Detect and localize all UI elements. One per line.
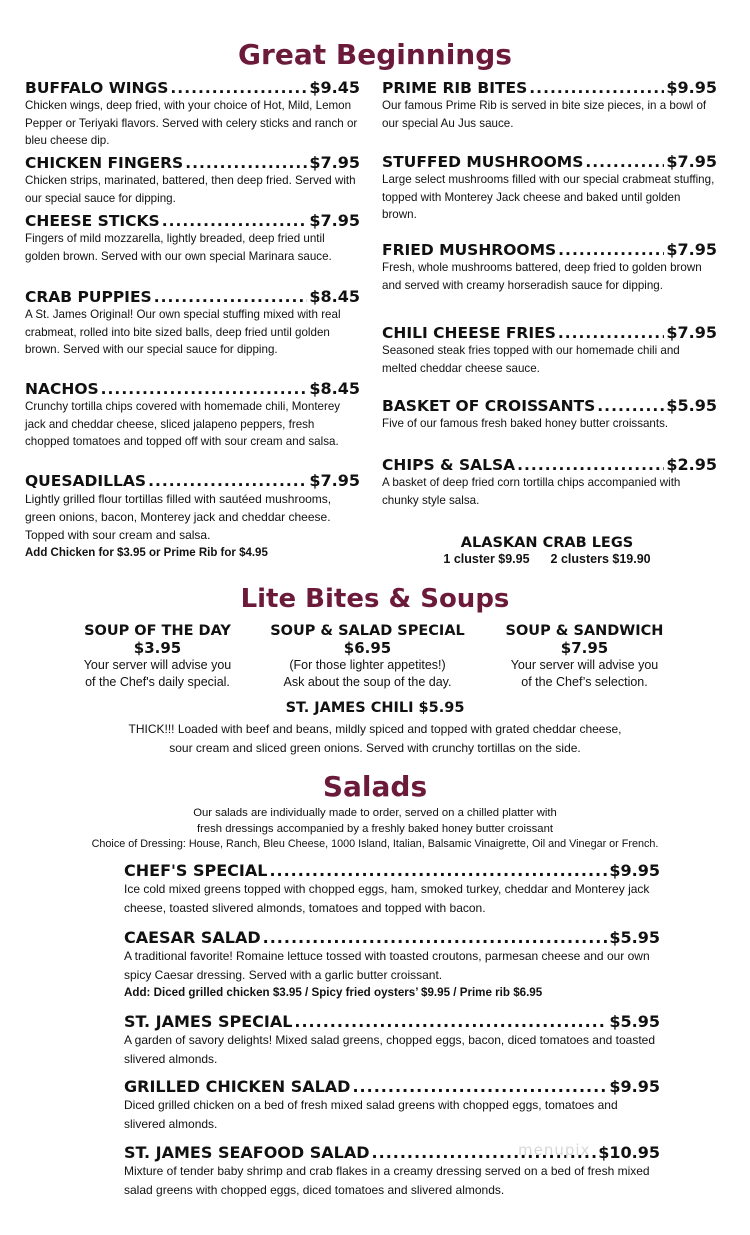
item-name: FRIED MUSHROOMS bbox=[382, 241, 557, 259]
soup-line1: Your server will advise you bbox=[510, 658, 659, 672]
item-price: $7.95 bbox=[309, 471, 360, 490]
item-description: Crunchy tortilla chips covered with homemade chili, Monterey jack and cheddar cheese, sliced jalapeno peppers, fresh chopped tomatoes and topped off with sour cream and salsa. bbox=[25, 400, 341, 448]
salad-item-grilled-chicken bbox=[124, 1077, 660, 1134]
crab-legs-two-clusters: 2 clusters $19.90 bbox=[550, 552, 651, 566]
watermark-logo: menupix bbox=[518, 1141, 591, 1159]
menu-item-prime-rib-bites bbox=[382, 78, 717, 132]
soup-and-sandwich bbox=[467, 623, 702, 690]
section-title-great-beginnings: Great Beginnings bbox=[238, 38, 512, 71]
item-description: Large select mushrooms filled with our special crabmeat stuffing, topped with Monterey Jack cheese and baked until golden brown. bbox=[382, 173, 715, 221]
menu-item-quesadillas bbox=[25, 471, 360, 544]
salad-intro bbox=[0, 806, 750, 853]
st-james-chili bbox=[0, 700, 750, 758]
soup-name: SOUP & SANDWICH bbox=[505, 623, 664, 639]
item-price: $5.95 bbox=[609, 1012, 660, 1031]
alaskan-crab-legs bbox=[392, 535, 702, 566]
item-name: CRAB PUPPIES bbox=[25, 288, 152, 306]
item-price: $7.95 bbox=[309, 211, 360, 230]
menu-item-chicken-fingers bbox=[25, 153, 360, 207]
soup-line2: of the Chef's daily special. bbox=[85, 674, 230, 689]
caesar-addon: Add: Diced grilled chicken $3.95 / Spicy fried oysters’ $9.95 / Prime rib $6.95 bbox=[124, 986, 543, 999]
item-description: Fresh, whole mushrooms battered, deep fried to golden brown and served with creamy horseradish sauce for dipping. bbox=[382, 261, 702, 292]
chili-title: ST. JAMES CHILI $5.95 bbox=[285, 700, 465, 716]
section-title-lite-bites: Lite Bites & Soups bbox=[240, 584, 510, 614]
item-name: PRIME RIB BITES bbox=[382, 79, 528, 97]
soup-price: $7.95 bbox=[560, 639, 609, 657]
item-description: A basket of deep fried corn tortilla chips accompanied with chunky style salsa. bbox=[382, 476, 681, 507]
item-description: Seasoned steak fries topped with our homemade chili and melted cheddar cheese sauce. bbox=[382, 344, 680, 375]
item-name: CHICKEN FINGERS bbox=[25, 154, 184, 172]
item-description: Chicken wings, deep fried, with your choice of Hot, Mild, Lemon Pepper or Teriyaki flavors. Served with celery sticks and ranch or bleu cheese dip. bbox=[25, 99, 358, 147]
item-name: ST. JAMES SEAFOOD SALAD bbox=[124, 1143, 370, 1162]
item-price: $9.95 bbox=[666, 78, 717, 97]
item-description: A St. James Original! Our own special stuffing mixed with real crabmeat, rolled into bite sized balls, deep fried until golden brown. Served with our special sauce for dipping. bbox=[25, 308, 341, 356]
item-description: A garden of savory delights! Mixed salad greens, chopped eggs, bacon, diced tomatoes and toasted slivered almonds. bbox=[124, 1033, 656, 1066]
soup-line1: (For those lighter appetites!) bbox=[289, 658, 446, 672]
item-description: Diced grilled chicken on a bed of fresh mixed salad greens with chopped eggs, tomatoes and slivered almonds. bbox=[124, 1098, 618, 1131]
item-price: $9.95 bbox=[609, 1077, 660, 1096]
item-description: Lightly grilled flour tortillas filled with sautéed mushrooms, green onions, bacon, Monterey jack and cheddar cheese. Topped with sour cream and salsa. bbox=[25, 492, 332, 542]
item-name: CAESAR SALAD bbox=[124, 928, 261, 947]
section-title-salads: Salads bbox=[322, 770, 428, 803]
chili-line2: sour cream and sliced green onions. Served with crunchy tortillas on the side. bbox=[169, 741, 581, 755]
salad-item-caesar bbox=[124, 928, 660, 985]
menu-item-basket-of-croissants bbox=[382, 396, 717, 433]
item-price: $5.95 bbox=[609, 928, 660, 947]
menu-item-buffalo-wings bbox=[25, 78, 360, 150]
item-price: $7.95 bbox=[309, 153, 360, 172]
item-name: CHEF'S SPECIAL bbox=[124, 861, 268, 880]
item-name: CHIPS & SALSA bbox=[382, 456, 516, 474]
item-description: Chicken strips, marinated, battered, then deep fried. Served with our special sauce for dipping. bbox=[25, 174, 356, 205]
soup-line1: Your server will advise you bbox=[83, 658, 232, 672]
item-name: NACHOS bbox=[25, 380, 99, 398]
item-price: $7.95 bbox=[666, 323, 717, 342]
item-price: $8.45 bbox=[309, 287, 360, 306]
item-price: $9.45 bbox=[309, 78, 360, 97]
item-name: STUFFED MUSHROOMS bbox=[382, 153, 584, 171]
soup-name: SOUP & SALAD SPECIAL bbox=[270, 623, 465, 639]
menu-item-nachos bbox=[25, 379, 360, 451]
item-name: CHEESE STICKS bbox=[25, 212, 160, 230]
salad-intro-line1: Our salads are individually made to order, served on a chilled platter with bbox=[193, 807, 557, 819]
item-price: $7.95 bbox=[666, 240, 717, 259]
menu-item-fried-mushrooms bbox=[382, 240, 717, 294]
item-price: $7.95 bbox=[666, 152, 717, 171]
item-description: Ice cold mixed greens topped with chopped eggs, ham, smoked turkey, cheddar and Monterey jack cheese, toasted slivered almonds, tomatoes and topped with bacon. bbox=[124, 882, 650, 915]
item-description: A traditional favorite! Romaine lettuce tossed with toasted croutons, parmesan cheese and our own spicy Caesar dressing. Served with a garlic butter croissant. bbox=[124, 949, 650, 982]
item-name: GRILLED CHICKEN SALAD bbox=[124, 1077, 351, 1096]
salad-item-chefs-special bbox=[124, 861, 660, 918]
item-name: CHILI CHEESE FRIES bbox=[382, 324, 556, 342]
soup-price: $3.95 bbox=[133, 639, 182, 657]
soup-line2: Ask about the soup of the day. bbox=[283, 674, 452, 689]
item-description: Our famous Prime Rib is served in bite size pieces, in a bowl of our special Au Jus sauce. bbox=[382, 99, 707, 130]
item-price: $2.95 bbox=[666, 455, 717, 474]
menu-item-stuffed-mushrooms bbox=[382, 152, 717, 224]
item-price: $9.95 bbox=[609, 861, 660, 880]
menu-item-cheese-sticks bbox=[25, 211, 360, 265]
soup-and-salad-special bbox=[250, 623, 485, 690]
soup-name: SOUP OF THE DAY bbox=[84, 623, 231, 639]
menu-item-chips-and-salsa bbox=[382, 455, 717, 509]
crab-legs-title: ALASKAN CRAB LEGS bbox=[460, 535, 634, 551]
item-description: Mixture of tender baby shrimp and crab flakes in a creamy dressing served on a bed of fresh mixed salad greens with chopped eggs, diced tomatoes and slivered almonds. bbox=[124, 1164, 650, 1197]
item-name: QUESADILLAS bbox=[25, 472, 147, 490]
soup-price: $6.95 bbox=[343, 639, 392, 657]
item-name: BASKET OF CROISSANTS bbox=[382, 397, 596, 415]
quesadilla-addon: Add Chicken for $3.95 or Prime Rib for $4.95 bbox=[25, 547, 268, 559]
chili-line1: THICK!!! Loaded with beef and beans, mildly spiced and topped with grated cheddar cheese, bbox=[128, 722, 622, 736]
item-description: Fingers of mild mozzarella, lightly breaded, deep fried until golden brown. Served with our own special Marinara sauce. bbox=[25, 232, 332, 263]
menu-item-chili-cheese-fries bbox=[382, 323, 717, 377]
salad-item-st-james-special bbox=[124, 1012, 660, 1069]
item-name: ST. JAMES SPECIAL bbox=[124, 1012, 293, 1031]
salad-intro-line2: fresh dressings accompanied by a freshly baked honey butter croissant bbox=[196, 822, 554, 835]
item-price: $10.95 bbox=[598, 1143, 660, 1162]
soup-line2: of the Chef’s selection. bbox=[521, 674, 648, 689]
menu-item-crab-puppies bbox=[25, 287, 360, 359]
dressing-choices: Choice of Dressing: House, Ranch, Bleu Cheese, 1000 Island, Italian, Balsamic Vinaigrette, Oil and Vinegar or French. bbox=[91, 838, 659, 850]
item-description: Five of our famous fresh baked honey butter croissants. bbox=[382, 417, 669, 430]
item-price: $8.45 bbox=[309, 379, 360, 398]
soup-of-the-day bbox=[40, 623, 275, 690]
item-price: $5.95 bbox=[666, 396, 717, 415]
crab-legs-one-cluster: 1 cluster $9.95 bbox=[443, 552, 530, 566]
item-name: BUFFALO WINGS bbox=[25, 79, 169, 97]
